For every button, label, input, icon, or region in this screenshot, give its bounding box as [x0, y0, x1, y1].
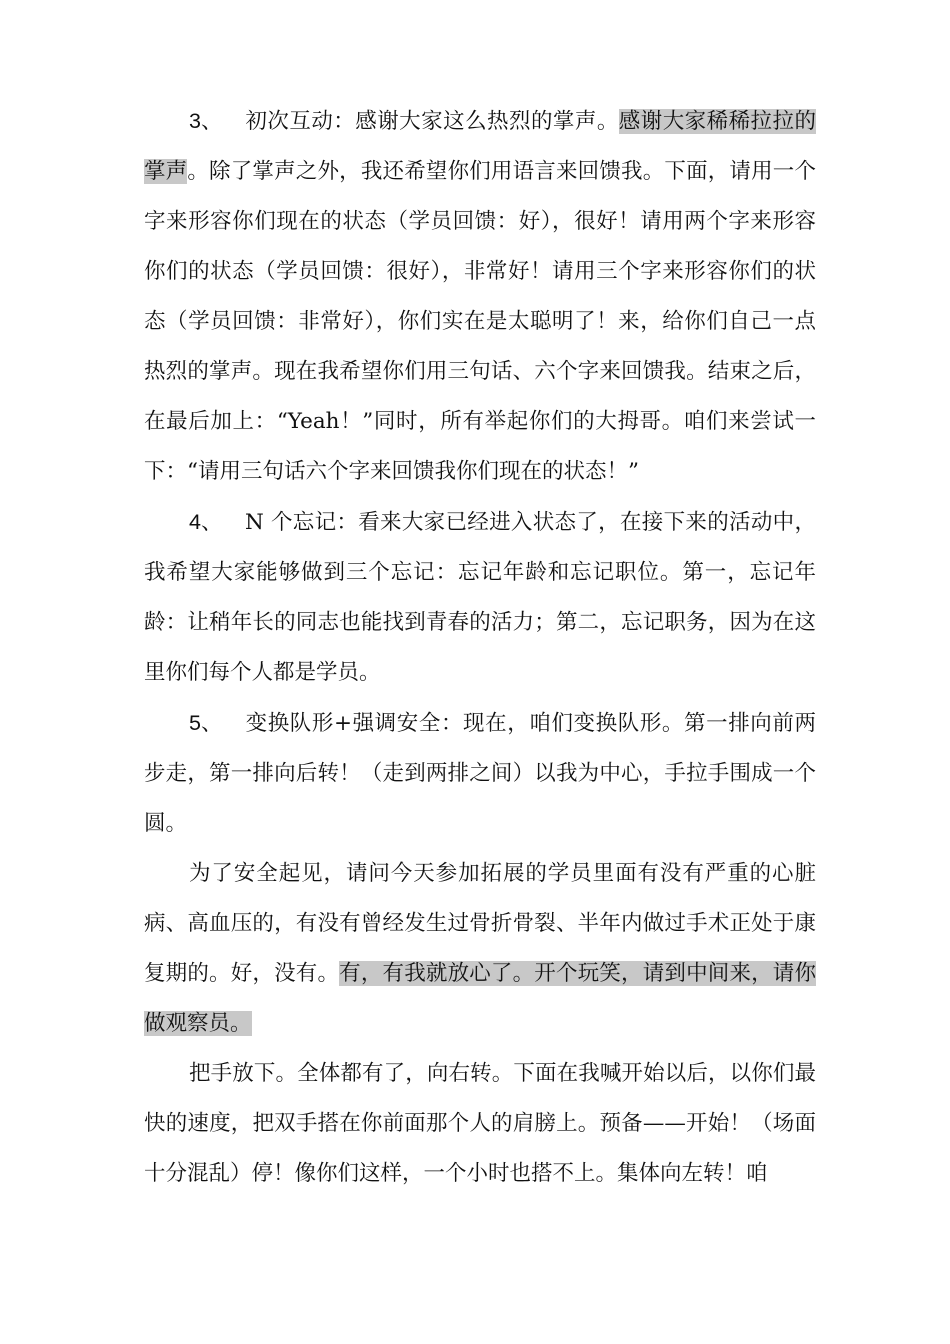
paragraph-3 — [144, 96, 816, 497]
paragraph-text: 变换队形+强调安全：现在，咱们变换队形。第一排向前两步走，第一排向后转！（走到两排之间）以我为中心，手拉手围成一个圆。 — [144, 711, 816, 836]
paragraph-text: 。除了掌声之外，我还希望你们用语言来回馈我。下面，请用一个字来形容你们现在的状态（学员回馈：好），很好！请用两个字来形容你们的状态（学员回馈：很好），非常好！请用三个字来形容你们的状态（学员回馈：非常好），你们实在是太聪明了！来，给你们自己一点热烈的掌声。现在我希望你们用三句话、六个字来回馈我。结束之后，在最后加上：“Yeah！”同时，所有举起你们的大拇哥。咱们来尝试一下：“请用三句话六个字来回馈我你们现在的状态！” — [144, 159, 816, 484]
paragraph-number: 5、 — [189, 711, 223, 735]
paragraph-hands — [144, 1049, 816, 1199]
paragraph-number: 3、 — [189, 109, 223, 133]
paragraph-safety — [144, 849, 816, 1049]
paragraph-text: 为了安全起见，请问今天参加拓展的学员里面有没有严重的心脏病、高血压的，有没有曾经发生过骨折骨裂、半年内做过手术正处于康复期的。好，没有。 — [144, 861, 816, 986]
paragraph-text: N 个忘记：看来大家已经进入状态了，在接下来的活动中，我希望大家能够做到三个忘记：忘记年龄和忘记职位。第一，忘记年龄：让稍年长的同志也能找到青春的活力；第二，忘记职务，因为在这里你们每个人都是学员。 — [144, 510, 816, 685]
paragraph-number: 4、 — [189, 510, 223, 534]
paragraph-text: 把手放下。全体都有了，向右转。下面在我喊开始以后，以你们最快的速度，把双手搭在你前面那个人的肩膀上。预备——开始！（场面十分混乱）停！像你们这样，一个小时也搭不上。集体向左转！咱 — [144, 1061, 816, 1186]
paragraph-4 — [144, 497, 816, 698]
document-body — [144, 96, 816, 1199]
paragraph-5 — [144, 698, 816, 849]
paragraph-text: 初次互动：感谢大家这么热烈的掌声。 — [245, 109, 619, 134]
highlighted-text: 有，有我就放心了。开个玩笑，请到中间来，请你做观察员。 — [144, 961, 816, 1036]
highlighted-text: 感谢大家稀稀拉拉的掌声 — [144, 109, 816, 184]
